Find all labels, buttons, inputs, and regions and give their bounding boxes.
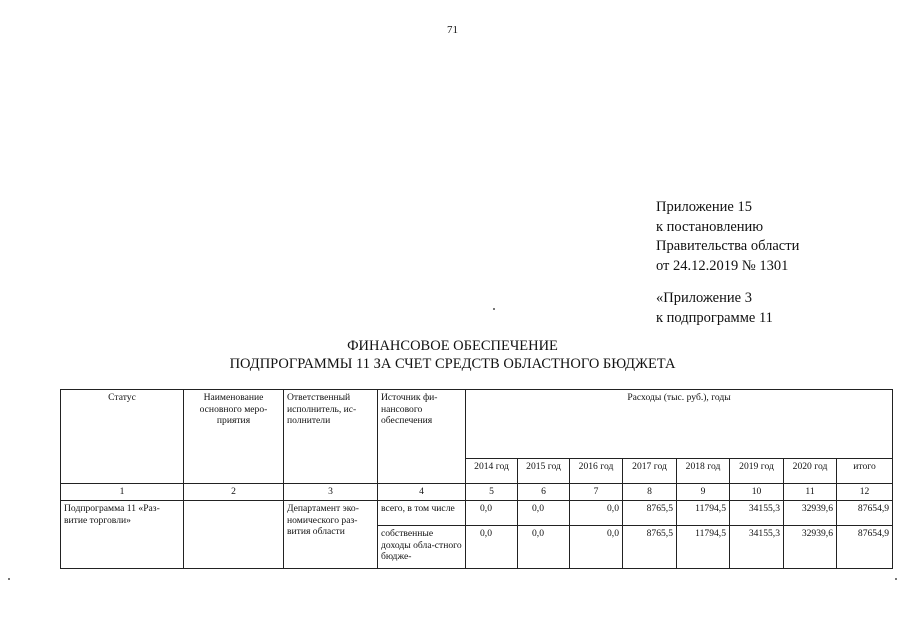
header-executor: Ответственный исполнитель, ис-полнители: [284, 390, 378, 484]
year-header: 2017 год: [623, 459, 677, 484]
column-number: 7: [570, 484, 623, 501]
year-header: 2015 год: [518, 459, 570, 484]
scan-speck: [895, 578, 897, 580]
row-value: 32939,6: [784, 501, 837, 526]
row-value: 11794,5: [677, 526, 730, 569]
table-header-row: [61, 390, 893, 459]
row-value: 0,0: [570, 526, 623, 569]
column-number: 10: [730, 484, 784, 501]
column-number: 1: [61, 484, 184, 501]
appendix-sub-block: [656, 289, 773, 328]
year-header: 2016 год: [570, 459, 623, 484]
header-activity: Наименование основного меро-приятия: [184, 390, 284, 484]
row-value: 34155,3: [730, 501, 784, 526]
column-number: 6: [518, 484, 570, 501]
table-row: [61, 501, 893, 526]
row-value: 34155,3: [730, 526, 784, 569]
appendix-line: от 24.12.2019 № 1301: [656, 257, 789, 274]
row-source: всего, в том числе: [378, 501, 466, 526]
total-header: итого: [837, 459, 893, 484]
page-number: 71: [447, 24, 458, 36]
scan-speck: [493, 308, 495, 310]
row-activity: [184, 501, 284, 569]
column-number: 11: [784, 484, 837, 501]
row-status: Подпрограмма 11 «Раз-витие торговли»: [61, 501, 184, 569]
header-expenses: Расходы (тыс. руб.), годы: [466, 390, 893, 459]
row-value: 8765,5: [623, 526, 677, 569]
header-source: Источник фи-нансового обеспечения: [378, 390, 466, 484]
column-number: 8: [623, 484, 677, 501]
year-header: 2019 год: [730, 459, 784, 484]
row-value: 87654,9: [837, 501, 893, 526]
column-number: 9: [677, 484, 730, 501]
row-value: 87654,9: [837, 526, 893, 569]
appendix-sub-line: к подпрограмме 11: [656, 309, 773, 326]
column-number: 5: [466, 484, 518, 501]
appendix-line: к постановлению: [656, 218, 764, 235]
scan-speck: [8, 578, 10, 580]
column-number: 4: [378, 484, 466, 501]
row-value: 8765,5: [623, 501, 677, 526]
year-header: 2018 год: [677, 459, 730, 484]
document-title: [0, 337, 905, 373]
row-value: 0,0: [466, 526, 518, 569]
year-header: 2020 год: [784, 459, 837, 484]
appendix-line: Правительства области: [656, 238, 800, 254]
column-number: 3: [284, 484, 378, 501]
column-number: 2: [184, 484, 284, 501]
row-value: 0,0: [570, 501, 623, 526]
row-executor: Департамент эко-номического раз-вития области: [284, 501, 378, 569]
appendix-block: [656, 198, 799, 276]
row-value: 0,0: [518, 526, 570, 569]
title-line-1: ФИНАНСОВОЕ ОБЕСПЕЧЕНИЕ: [347, 338, 558, 354]
header-status: Статус: [61, 390, 184, 484]
appendix-sub-line: «Приложение 3: [656, 290, 752, 306]
row-value: 0,0: [466, 501, 518, 526]
row-value: 32939,6: [784, 526, 837, 569]
row-source: собственные доходы обла-стного бюдже-: [378, 526, 466, 569]
year-header: 2014 год: [466, 459, 518, 484]
appendix-line: Приложение 15: [656, 199, 752, 215]
row-value: 11794,5: [677, 501, 730, 526]
budget-table: [60, 389, 893, 569]
column-number: 12: [837, 484, 893, 501]
row-value: 0,0: [518, 501, 570, 526]
title-line-2: ПОДПРОГРАММЫ 11 ЗА СЧЕТ СРЕДСТВ ОБЛАСТНОГО БЮДЖЕТА: [229, 356, 676, 372]
column-number-row: [61, 484, 893, 501]
